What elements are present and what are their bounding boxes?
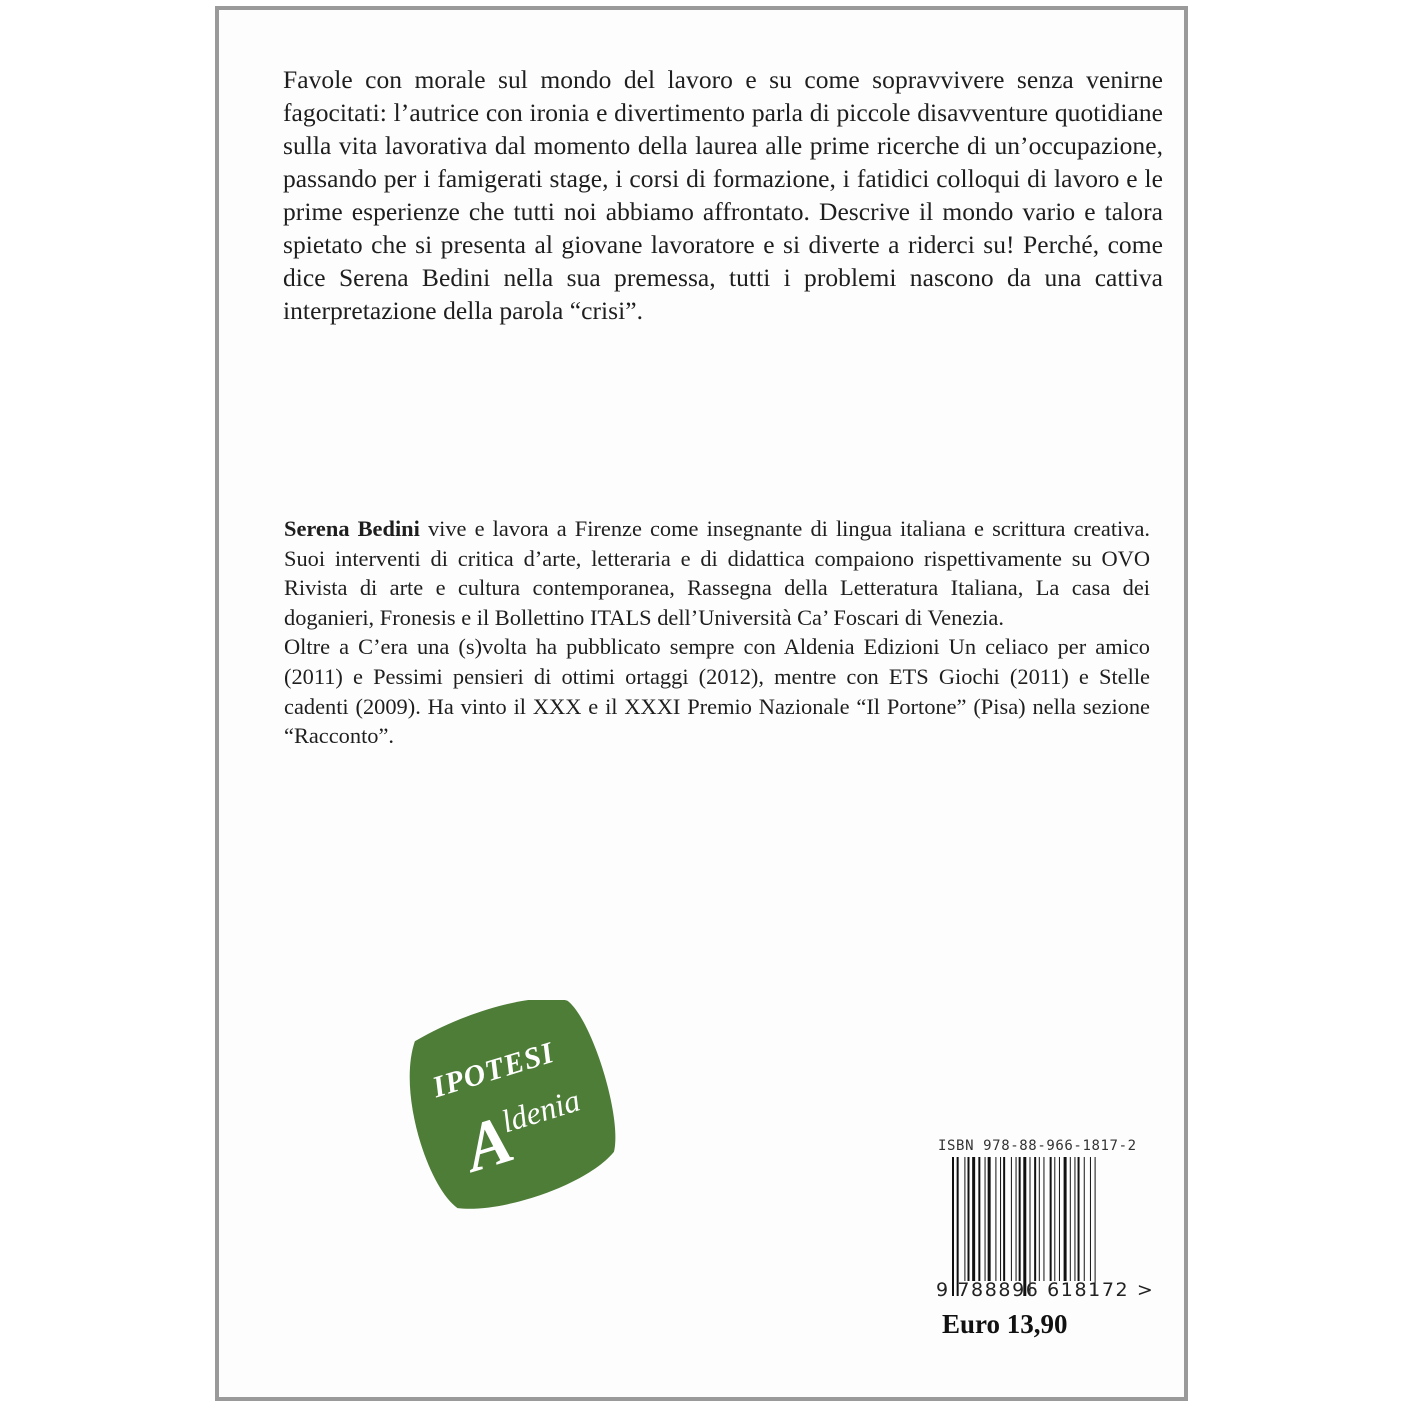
logo-series-text: IPOTESI [428,1035,559,1105]
isbn-label: ISBN 978-88-966-1817-2 [938,1138,1137,1154]
barcode-bar [1050,1157,1052,1281]
barcode-bar [1064,1157,1067,1281]
barcode-bar [1000,1157,1001,1281]
barcode-bar [1078,1157,1080,1281]
bio-paragraph-2: Oltre a C’era una (s)volta ha pubblicato sempre con Aldenia Edizioni Un celiaco per amico (2011) e Pessimi pensieri di ottimi ortaggi (2012), mentre con ETS Giochi (2011) e Stelle cadenti (2009). Ha vinto il XXX e il XXXI Premio Nazionale “Il Portone” (Pisa) nella sezione “Racconto”. [284,634,1150,749]
barcode-bar [1016,1157,1017,1281]
barcode-bar [968,1157,970,1281]
barcode-bar [957,1157,959,1296]
barcode-bar [1084,1157,1085,1281]
barcode-bar [1074,1157,1075,1281]
bio-text-1: vive e lavora a Firenze come insegnante di lingua italiana e scrittura creativa. Suoi interventi di critica d’arte, letteraria e di didattica compaiono rispettivamente su OVO Rivista di arte e cultura contemporanea, Rassegna della Letteratura Italiana, La casa dei doganieri, Fronesis e il Bollettino ITALS dell’Università Ca’ Foscari di Venezia. [284,516,1150,630]
barcode-bar [988,1157,991,1281]
barcode-bar [972,1157,975,1281]
barcode-bar [1023,1157,1026,1296]
logo-publisher-rest: ldenia [497,1081,585,1140]
author-name: Serena Bedini [284,516,420,541]
barcode-bar [1054,1157,1055,1281]
barcode-bar [964,1157,965,1281]
barcode-bar [1019,1157,1021,1281]
barcode-bar [985,1157,986,1281]
barcode-digits: 9 788896 618172 > [936,1279,1155,1301]
barcode-bar [952,1157,954,1296]
author-bio [284,514,1150,751]
barcode-bar [1011,1157,1012,1281]
barcode-bar [1090,1157,1091,1281]
barcode-bar [1039,1157,1040,1281]
logo-badge-shape [400,1000,622,1212]
price-label: Euro 13,90 [942,1309,1068,1339]
bio-paragraph-1 [284,514,1150,632]
barcode-bar [1030,1157,1031,1296]
barcode-bar [1070,1157,1071,1281]
barcode-bar [1059,1157,1060,1281]
logo-publisher-initial: A [455,1100,522,1187]
barcode-bar [978,1157,980,1281]
publisher-logo [400,1000,622,1212]
barcode-bar [1003,1157,1005,1281]
barcode-bar [1034,1157,1036,1281]
barcode-bar [1095,1157,1096,1296]
barcode-bar [995,1157,996,1281]
blurb-paragraph: Favole con morale sul mondo del lavoro e su come sopravvivere senza venirne fagocitati: l’autrice con ironia e divertimento parla di piccole disavventure quotidiane sulla vita lavorativa dal momento della laurea alle prime ricerche di un’occupazione, passando per i famigerati stage, i corsi di formazione, i fatidici colloqui di lavoro e le prime esperienze che tutti noi abbiamo affrontato. Descrive il mondo vario e talora spietato che si presenta al giovane lavoratore e si diverte a riderci su! Perché, come dice Serena Bedini nella sua premessa, tutti i problemi nascono da una cattiva interpretazione della parola “crisi”. [283,65,1163,325]
barcode-bar [1043,1157,1044,1281]
isbn-barcode [952,1157,1138,1296]
